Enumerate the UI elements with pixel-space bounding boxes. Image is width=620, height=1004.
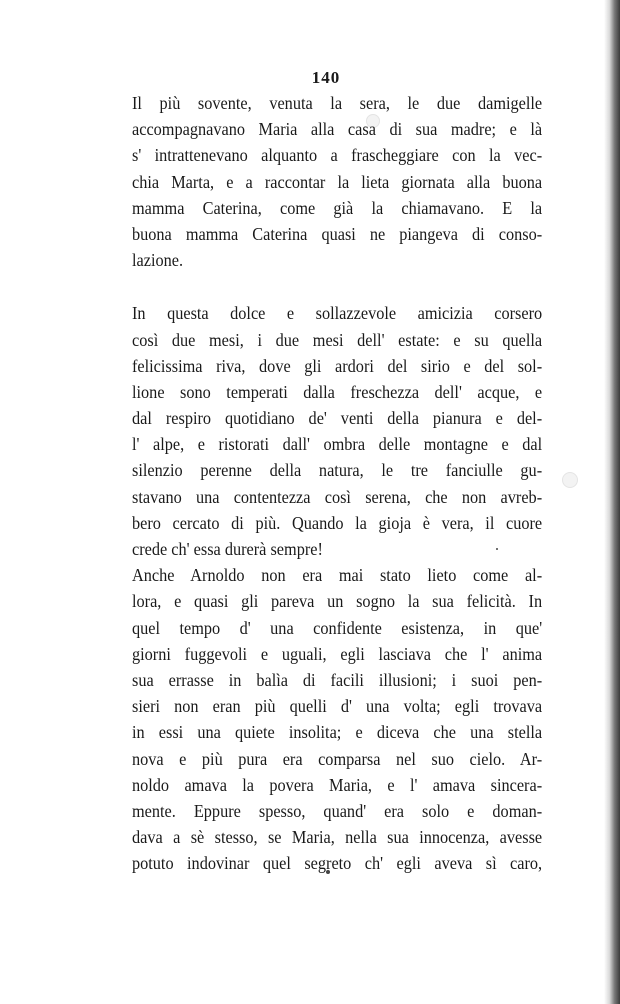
text-line: l' alpe, e ristorati dall' ombra delle montagne e dal	[132, 434, 543, 455]
paragraph-gap	[132, 273, 542, 300]
text-line: lione sono temperati dalla freschezza dell' acque, e	[132, 381, 543, 402]
text-line: felicissima riva, dove gli ardori del sirio e del sol-	[132, 355, 543, 376]
text-line: bero cercato di più. Quando la gioja è vera, il cuore	[132, 512, 543, 533]
text-line: giorni fuggevoli e uguali, egli lasciava che l' anima	[132, 643, 543, 664]
text-line: In questa dolce e sollazzevole amicizia corsero	[132, 303, 543, 324]
text-line: stavano una contentezza così serena, che non avreb-	[132, 486, 543, 507]
text-line: sieri non eran più quelli d' una volta; egli trovava	[132, 696, 543, 717]
paragraph-1	[132, 90, 542, 273]
text-line: mamma Caterina, come già la chiamavano. E la	[132, 197, 543, 218]
page-number: 140	[311, 68, 341, 87]
text-line: noldo amava la povera Maria, e l' amava sincera-	[132, 774, 543, 795]
paragraph-3	[132, 562, 542, 876]
text-line: Il più sovente, venuta la sera, le due damigelle	[132, 93, 543, 113]
text-line: chia Marta, e a raccontar la lieta giornata alla buona	[132, 171, 543, 192]
text-line: potuto indovinar quel segreto ch' egli aveva sì caro,	[132, 853, 543, 874]
text-line: s' intrattenevano alquanto a frascheggiare con la vec-	[132, 145, 543, 166]
text-line: buona mamma Caterina quasi ne piangeva di conso-	[132, 223, 543, 244]
text-line: accompagnavano Maria alla casa di sua madre; e là	[132, 119, 543, 140]
paper-stain	[562, 472, 578, 488]
text-line: nova e più pura era comparsa nel suo cielo. Ar-	[132, 748, 543, 769]
page-binding-edge	[604, 0, 620, 1004]
text-line: lazione.	[132, 250, 184, 271]
paragraph-2	[132, 300, 542, 562]
text-line: quel tempo d' una confidente esistenza, in que'	[132, 617, 543, 638]
text-line: silenzio perenne della natura, le tre fanciulle gu-	[132, 460, 543, 481]
text-line: crede ch' essa durerà sempre!	[132, 539, 323, 559]
text-line: in essi una quiete insolita; e diceva che una stella	[132, 722, 543, 743]
text-line: dal respiro quotidiano de' venti della pianura e del-	[132, 408, 543, 429]
text-line: Anche Arnoldo non era mai stato lieto come al-	[132, 565, 543, 586]
text-line: mente. Eppure spesso, quand' era solo e doman-	[132, 800, 543, 821]
text-line: sua errasse in balìa di facili illusioni; i suoi pen-	[132, 669, 543, 690]
body-text	[132, 90, 542, 876]
text-line: lora, e quasi gli pareva un sogno la sua felicità. In	[132, 591, 543, 612]
text-line: così due mesi, i due mesi dell' estate: e su quella	[132, 329, 543, 350]
text-line: dava a sè stesso, se Maria, nella sua innocenza, avesse	[132, 827, 543, 848]
